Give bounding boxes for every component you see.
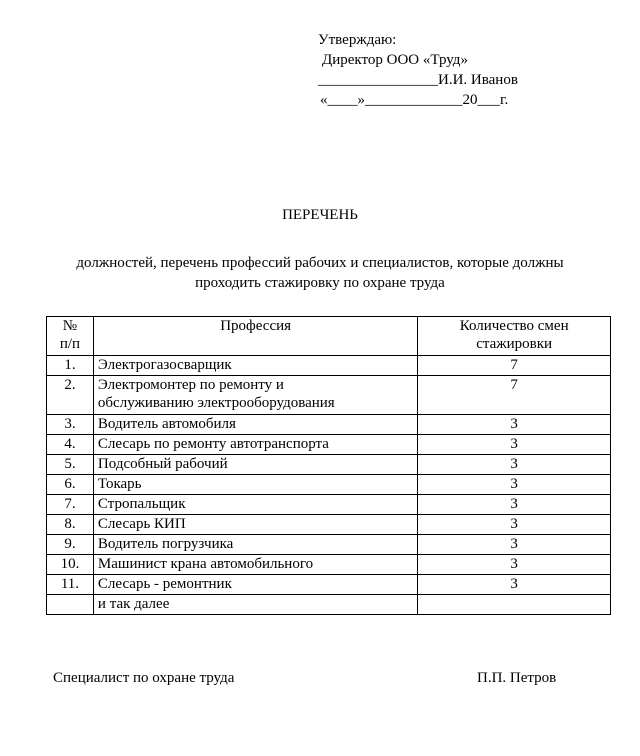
table-row: [47, 595, 611, 615]
table-row: [47, 415, 611, 435]
row-shifts: 3: [418, 475, 611, 495]
row-shifts: 7: [418, 356, 611, 376]
row-profession: Токарь: [93, 475, 417, 495]
table-row: [47, 555, 611, 575]
row-shifts: 3: [418, 435, 611, 455]
table-row: [47, 495, 611, 515]
approval-heading: Утверждаю:: [318, 32, 397, 48]
row-profession: Слесарь по ремонту автотранспорта: [93, 435, 417, 455]
header-profession: Профессия: [93, 317, 417, 356]
approval-block: [318, 30, 518, 110]
row-profession: Машинист крана автомобильного: [93, 555, 417, 575]
row-shifts: 3: [418, 535, 611, 555]
row-num: 6.: [47, 475, 94, 495]
table-row: [47, 575, 611, 595]
approval-signature: ________________И.И. Иванов: [318, 72, 518, 88]
row-profession: Слесарь КИП: [93, 515, 417, 535]
table-row: [47, 356, 611, 376]
header-num-line1: №: [62, 318, 78, 334]
table-header-row: [47, 317, 611, 356]
table-row: [47, 475, 611, 495]
row-num: 10.: [47, 555, 94, 575]
header-shifts-line1: Количество смен: [459, 318, 569, 334]
row-shifts: 3: [418, 455, 611, 475]
row-shifts: 7: [418, 376, 611, 415]
row-shifts: [418, 595, 611, 615]
header-num: [47, 317, 94, 356]
row-profession: Слесарь - ремонтник: [93, 575, 417, 595]
table-row: [47, 455, 611, 475]
document-subtitle: [30, 253, 610, 293]
subtitle-line-2: проходить стажировку по охране труда: [195, 275, 445, 291]
subtitle-line-1: должностей, перечень профессий рабочих и специалистов, которые должны: [76, 255, 564, 271]
table-row: [47, 376, 611, 415]
row-profession: Водитель автомобиля: [93, 415, 417, 435]
approval-date: «____»_____________20___г.: [320, 92, 509, 108]
row-profession: и так далее: [93, 595, 417, 615]
row-num: 4.: [47, 435, 94, 455]
row-shifts: 3: [418, 495, 611, 515]
row-shifts: 3: [418, 555, 611, 575]
row-shifts: 3: [418, 515, 611, 535]
footer-name: П.П. Петров: [477, 670, 557, 686]
table-row: [47, 435, 611, 455]
document-title: ПЕРЕЧЕНЬ: [282, 207, 358, 223]
row-num: 9.: [47, 535, 94, 555]
row-profession: Электрогазосварщик: [93, 356, 417, 376]
profession-table: [46, 316, 611, 615]
row-profession-line2: обслуживанию электрооборудования: [97, 395, 335, 411]
table-row: [47, 535, 611, 555]
row-num: 3.: [47, 415, 94, 435]
row-profession: [93, 376, 417, 415]
row-num: 8.: [47, 515, 94, 535]
footer-position: Специалист по охране труда: [53, 670, 235, 686]
row-shifts: 3: [418, 575, 611, 595]
row-profession-line1: Электромонтер по ремонту и: [97, 377, 284, 393]
row-profession: Водитель погрузчика: [93, 535, 417, 555]
row-num: 11.: [47, 575, 94, 595]
row-profession: Стропальщик: [93, 495, 417, 515]
row-num: 2.: [47, 376, 94, 415]
header-shifts-line2: стажировки: [476, 336, 553, 352]
table-row: [47, 515, 611, 535]
row-shifts: 3: [418, 415, 611, 435]
row-num: 1.: [47, 356, 94, 376]
row-num: [47, 595, 94, 615]
row-num: 7.: [47, 495, 94, 515]
row-num: 5.: [47, 455, 94, 475]
row-profession: Подсобный рабочий: [93, 455, 417, 475]
approval-position: Директор ООО «Труд»: [322, 52, 468, 68]
header-num-line2: п/п: [59, 336, 81, 352]
header-shifts: [418, 317, 611, 356]
